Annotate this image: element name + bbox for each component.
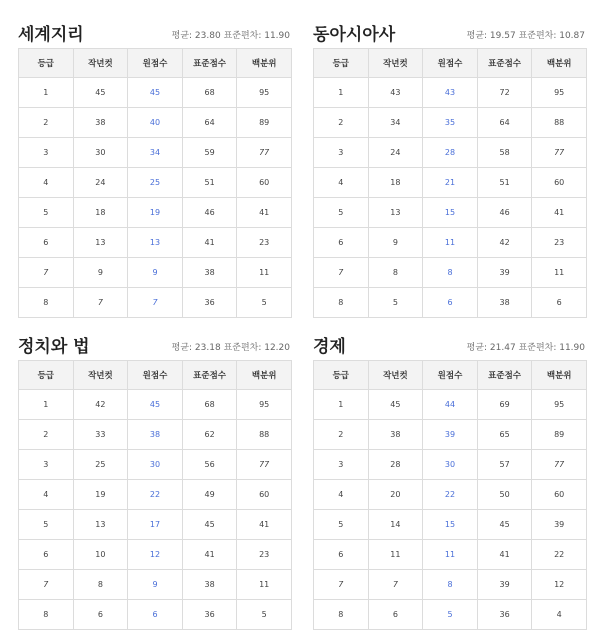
cell-last-year-cut: 28 <box>368 450 423 480</box>
cell-grade: 2 <box>19 108 74 138</box>
grade-cut-table <box>18 360 292 630</box>
cell-percentile: 77 <box>237 450 292 480</box>
cell-last-year-cut: 10 <box>73 540 128 570</box>
cell-percentile: 23 <box>532 228 587 258</box>
cell-last-year-cut: 6 <box>73 600 128 630</box>
cell-last-year-cut: 9 <box>368 228 423 258</box>
cell-standard-score: 36 <box>477 600 532 630</box>
subject-stats: 평균: 21.47 표준편차: 11.90 <box>466 343 585 353</box>
cell-standard-score: 57 <box>477 450 532 480</box>
cell-percentile: 4 <box>532 600 587 630</box>
cell-last-year-cut: 8 <box>368 258 423 288</box>
table-row <box>314 108 587 138</box>
cell-raw-score: 9 <box>128 570 183 600</box>
subject-stats: 평균: 23.80 표준편차: 11.90 <box>171 31 290 41</box>
cell-standard-score: 68 <box>182 78 237 108</box>
cell-grade: 4 <box>314 480 369 510</box>
cell-standard-score: 38 <box>182 258 237 288</box>
column-header-raw-score: 원점수 <box>128 361 183 390</box>
cell-percentile: 5 <box>237 288 292 318</box>
table-row <box>19 390 292 420</box>
cell-standard-score: 49 <box>182 480 237 510</box>
table-row <box>314 540 587 570</box>
cell-standard-score: 58 <box>477 138 532 168</box>
cell-percentile: 5 <box>237 600 292 630</box>
cell-grade: 3 <box>19 450 74 480</box>
cell-standard-score: 39 <box>477 258 532 288</box>
cell-percentile: 95 <box>237 78 292 108</box>
cell-standard-score: 38 <box>477 288 532 318</box>
cell-raw-score: 13 <box>128 228 183 258</box>
cell-last-year-cut: 6 <box>368 600 423 630</box>
cell-standard-score: 46 <box>477 198 532 228</box>
column-header-percentile: 백분위 <box>532 361 587 390</box>
cell-grade: 7 <box>314 258 369 288</box>
column-header-percentile: 백분위 <box>532 49 587 78</box>
cell-raw-score: 12 <box>128 540 183 570</box>
cell-standard-score: 38 <box>182 570 237 600</box>
cell-standard-score: 64 <box>182 108 237 138</box>
column-header-standard-score: 표준점수 <box>477 49 532 78</box>
table-row <box>19 78 292 108</box>
table-row <box>314 78 587 108</box>
panel-header <box>313 18 587 48</box>
column-header-last-year-cut: 작년컷 <box>368 361 423 390</box>
cell-raw-score: 15 <box>423 510 478 540</box>
cell-grade: 3 <box>314 450 369 480</box>
table-row <box>19 288 292 318</box>
column-header-grade: 등급 <box>19 49 74 78</box>
panel-header <box>18 18 292 48</box>
cell-grade: 5 <box>19 510 74 540</box>
grade-cut-table <box>313 48 587 318</box>
cell-standard-score: 45 <box>477 510 532 540</box>
cell-percentile: 11 <box>237 258 292 288</box>
cell-raw-score: 9 <box>128 258 183 288</box>
subject-panel <box>313 330 587 630</box>
cell-raw-score: 19 <box>128 198 183 228</box>
cell-raw-score: 5 <box>423 600 478 630</box>
cell-percentile: 22 <box>532 540 587 570</box>
cell-standard-score: 59 <box>182 138 237 168</box>
table-row <box>314 138 587 168</box>
cell-grade: 8 <box>314 288 369 318</box>
cell-raw-score: 21 <box>423 168 478 198</box>
column-header-raw-score: 원점수 <box>128 49 183 78</box>
cell-grade: 8 <box>314 600 369 630</box>
cell-grade: 1 <box>19 390 74 420</box>
cell-raw-score: 28 <box>423 138 478 168</box>
cell-percentile: 95 <box>532 390 587 420</box>
subject-title: 정치와 법 <box>18 337 90 357</box>
cell-standard-score: 36 <box>182 288 237 318</box>
cell-percentile: 77 <box>532 138 587 168</box>
cell-raw-score: 45 <box>128 390 183 420</box>
column-header-standard-score: 표준점수 <box>477 361 532 390</box>
cell-percentile: 95 <box>237 390 292 420</box>
cell-standard-score: 65 <box>477 420 532 450</box>
table-row <box>314 258 587 288</box>
table-row <box>19 480 292 510</box>
cell-raw-score: 38 <box>128 420 183 450</box>
cell-raw-score: 11 <box>423 540 478 570</box>
cell-standard-score: 56 <box>182 450 237 480</box>
column-header-standard-score: 표준점수 <box>182 361 237 390</box>
cell-percentile: 89 <box>237 108 292 138</box>
column-header-last-year-cut: 작년컷 <box>73 49 128 78</box>
cell-percentile: 41 <box>237 198 292 228</box>
cell-percentile: 60 <box>532 168 587 198</box>
cell-standard-score: 51 <box>477 168 532 198</box>
column-header-last-year-cut: 작년컷 <box>73 361 128 390</box>
table-row <box>314 420 587 450</box>
cell-percentile: 60 <box>237 480 292 510</box>
subject-panel <box>18 330 292 630</box>
cell-grade: 3 <box>314 138 369 168</box>
column-header-percentile: 백분위 <box>237 49 292 78</box>
cell-grade: 3 <box>19 138 74 168</box>
cell-last-year-cut: 38 <box>368 420 423 450</box>
cell-last-year-cut: 42 <box>73 390 128 420</box>
cell-last-year-cut: 20 <box>368 480 423 510</box>
cell-raw-score: 11 <box>423 228 478 258</box>
cell-last-year-cut: 34 <box>368 108 423 138</box>
cell-standard-score: 64 <box>477 108 532 138</box>
cell-grade: 1 <box>314 390 369 420</box>
grade-cut-table <box>18 48 292 318</box>
table-header-row <box>19 49 292 78</box>
cell-percentile: 6 <box>532 288 587 318</box>
cell-grade: 4 <box>314 168 369 198</box>
table-row <box>314 480 587 510</box>
cell-grade: 5 <box>19 198 74 228</box>
table-row <box>19 450 292 480</box>
grade-cut-table <box>313 360 587 630</box>
cell-raw-score: 34 <box>128 138 183 168</box>
cell-grade: 4 <box>19 168 74 198</box>
column-header-raw-score: 원점수 <box>423 361 478 390</box>
table-row <box>19 138 292 168</box>
cell-last-year-cut: 24 <box>73 168 128 198</box>
column-header-percentile: 백분위 <box>237 361 292 390</box>
cell-raw-score: 8 <box>423 570 478 600</box>
column-header-last-year-cut: 작년컷 <box>368 49 423 78</box>
cell-raw-score: 45 <box>128 78 183 108</box>
cell-percentile: 89 <box>532 420 587 450</box>
table-row <box>314 198 587 228</box>
table-row <box>19 510 292 540</box>
table-row <box>19 600 292 630</box>
cell-percentile: 12 <box>532 570 587 600</box>
table-row <box>314 168 587 198</box>
cell-grade: 7 <box>19 570 74 600</box>
cell-grade: 6 <box>314 228 369 258</box>
cell-grade: 7 <box>19 258 74 288</box>
column-header-raw-score: 원점수 <box>423 49 478 78</box>
cell-raw-score: 7 <box>128 288 183 318</box>
table-row <box>314 600 587 630</box>
cell-percentile: 60 <box>532 480 587 510</box>
cell-raw-score: 44 <box>423 390 478 420</box>
cell-last-year-cut: 7 <box>73 288 128 318</box>
table-row <box>19 108 292 138</box>
cell-percentile: 23 <box>237 540 292 570</box>
cell-raw-score: 6 <box>128 600 183 630</box>
cell-standard-score: 39 <box>477 570 532 600</box>
table-row <box>314 390 587 420</box>
table-row <box>19 168 292 198</box>
subject-stats: 평균: 19.57 표준편차: 10.87 <box>466 31 585 41</box>
cell-percentile: 23 <box>237 228 292 258</box>
cell-last-year-cut: 45 <box>368 390 423 420</box>
table-header-row <box>314 49 587 78</box>
cell-last-year-cut: 13 <box>73 228 128 258</box>
cell-last-year-cut: 13 <box>368 198 423 228</box>
cell-last-year-cut: 24 <box>368 138 423 168</box>
cell-standard-score: 45 <box>182 510 237 540</box>
subject-title: 경제 <box>313 337 346 357</box>
cell-last-year-cut: 43 <box>368 78 423 108</box>
cell-standard-score: 41 <box>182 228 237 258</box>
subject-panel <box>18 18 292 318</box>
cell-grade: 1 <box>19 78 74 108</box>
cell-percentile: 11 <box>532 258 587 288</box>
cell-last-year-cut: 13 <box>73 510 128 540</box>
cell-last-year-cut: 33 <box>73 420 128 450</box>
table-row <box>314 510 587 540</box>
table-row <box>19 198 292 228</box>
cell-standard-score: 36 <box>182 600 237 630</box>
cell-last-year-cut: 30 <box>73 138 128 168</box>
subject-panel <box>313 18 587 318</box>
cell-grade: 2 <box>314 108 369 138</box>
cell-percentile: 77 <box>237 138 292 168</box>
column-header-grade: 등급 <box>314 49 369 78</box>
panel-header <box>18 330 292 360</box>
cell-raw-score: 30 <box>128 450 183 480</box>
column-header-grade: 등급 <box>19 361 74 390</box>
column-header-standard-score: 표준점수 <box>182 49 237 78</box>
cell-raw-score: 35 <box>423 108 478 138</box>
cell-grade: 1 <box>314 78 369 108</box>
table-row <box>314 450 587 480</box>
cell-last-year-cut: 45 <box>73 78 128 108</box>
cell-grade: 5 <box>314 510 369 540</box>
cell-raw-score: 15 <box>423 198 478 228</box>
cell-grade: 5 <box>314 198 369 228</box>
cell-grade: 6 <box>19 540 74 570</box>
cell-grade: 8 <box>19 288 74 318</box>
cell-last-year-cut: 9 <box>73 258 128 288</box>
cell-standard-score: 41 <box>182 540 237 570</box>
subject-title: 동아시아사 <box>313 25 396 45</box>
table-header-row <box>314 361 587 390</box>
subject-stats: 평균: 23.18 표준편차: 12.20 <box>171 343 290 353</box>
cell-last-year-cut: 8 <box>73 570 128 600</box>
cell-raw-score: 25 <box>128 168 183 198</box>
cell-raw-score: 30 <box>423 450 478 480</box>
cell-percentile: 39 <box>532 510 587 540</box>
cell-percentile: 11 <box>237 570 292 600</box>
cell-grade: 6 <box>19 228 74 258</box>
cell-raw-score: 40 <box>128 108 183 138</box>
cell-percentile: 41 <box>237 510 292 540</box>
table-header-row <box>19 361 292 390</box>
cell-percentile: 88 <box>532 108 587 138</box>
cell-grade: 6 <box>314 540 369 570</box>
panel-header <box>313 330 587 360</box>
cell-last-year-cut: 11 <box>368 540 423 570</box>
cell-grade: 2 <box>19 420 74 450</box>
subject-title: 세계지리 <box>18 25 84 45</box>
table-row <box>19 540 292 570</box>
cell-last-year-cut: 14 <box>368 510 423 540</box>
cell-standard-score: 42 <box>477 228 532 258</box>
cell-grade: 2 <box>314 420 369 450</box>
table-row <box>314 288 587 318</box>
cell-last-year-cut: 25 <box>73 450 128 480</box>
cell-grade: 7 <box>314 570 369 600</box>
table-row <box>314 570 587 600</box>
cell-raw-score: 22 <box>128 480 183 510</box>
cell-standard-score: 46 <box>182 198 237 228</box>
cell-grade: 8 <box>19 600 74 630</box>
cell-percentile: 88 <box>237 420 292 450</box>
cell-last-year-cut: 5 <box>368 288 423 318</box>
cell-grade: 4 <box>19 480 74 510</box>
cell-standard-score: 72 <box>477 78 532 108</box>
cell-standard-score: 69 <box>477 390 532 420</box>
cell-standard-score: 50 <box>477 480 532 510</box>
table-row <box>19 570 292 600</box>
column-header-grade: 등급 <box>314 361 369 390</box>
cell-raw-score: 17 <box>128 510 183 540</box>
cell-raw-score: 22 <box>423 480 478 510</box>
table-row <box>19 420 292 450</box>
cell-raw-score: 6 <box>423 288 478 318</box>
cell-last-year-cut: 7 <box>368 570 423 600</box>
table-row <box>19 258 292 288</box>
cell-percentile: 41 <box>532 198 587 228</box>
cell-standard-score: 41 <box>477 540 532 570</box>
cell-last-year-cut: 18 <box>73 198 128 228</box>
cell-raw-score: 39 <box>423 420 478 450</box>
cell-percentile: 77 <box>532 450 587 480</box>
table-row <box>19 228 292 258</box>
cell-percentile: 95 <box>532 78 587 108</box>
cell-raw-score: 8 <box>423 258 478 288</box>
table-row <box>314 228 587 258</box>
cell-standard-score: 62 <box>182 420 237 450</box>
cell-standard-score: 51 <box>182 168 237 198</box>
cell-standard-score: 68 <box>182 390 237 420</box>
cell-last-year-cut: 18 <box>368 168 423 198</box>
cell-last-year-cut: 38 <box>73 108 128 138</box>
cell-raw-score: 43 <box>423 78 478 108</box>
cell-percentile: 60 <box>237 168 292 198</box>
cell-last-year-cut: 19 <box>73 480 128 510</box>
